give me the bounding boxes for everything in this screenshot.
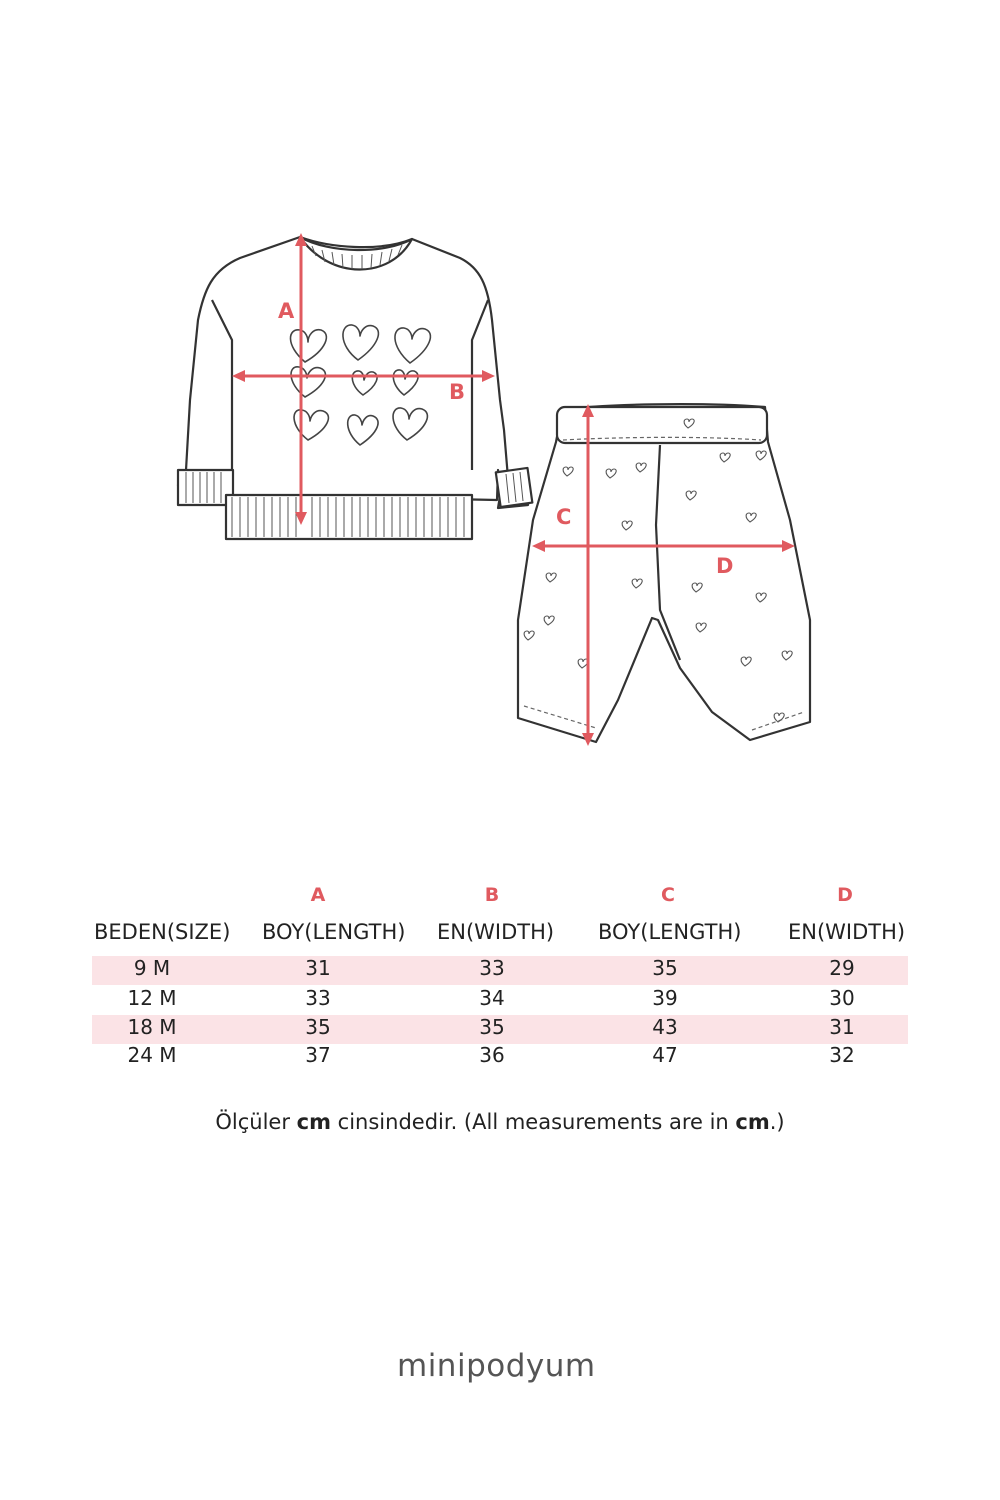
cell-a: 31 bbox=[305, 956, 331, 980]
cell-b: 33 bbox=[479, 956, 505, 980]
cell-c: 47 bbox=[652, 1043, 678, 1067]
label-a: A bbox=[278, 299, 295, 323]
cell-c: 43 bbox=[652, 1015, 678, 1039]
table-row bbox=[92, 1043, 908, 1072]
column-letter-a: A bbox=[310, 884, 326, 906]
cell-d: 31 bbox=[829, 1015, 855, 1039]
cell-size: 18 M bbox=[127, 1015, 177, 1039]
note-unit: cm bbox=[735, 1110, 770, 1134]
table-row bbox=[92, 1015, 908, 1044]
cell-a: 33 bbox=[305, 986, 331, 1010]
cell-size: 24 M bbox=[127, 1043, 177, 1067]
header-d-width: EN(WIDTH) bbox=[788, 920, 906, 944]
size-chart-table bbox=[0, 870, 1000, 1080]
header-size: BEDEN(SIZE) bbox=[94, 920, 231, 944]
cell-b: 34 bbox=[479, 986, 505, 1010]
cell-d: 30 bbox=[829, 986, 855, 1010]
table-row bbox=[92, 986, 908, 1015]
label-c: C bbox=[556, 505, 572, 529]
pants-illustration bbox=[518, 404, 810, 742]
cell-d: 29 bbox=[829, 956, 855, 980]
brand-logo bbox=[385, 1340, 617, 1396]
measurement-note bbox=[0, 1110, 1000, 1134]
column-letter-d: D bbox=[837, 884, 853, 906]
label-d: D bbox=[716, 554, 734, 578]
cell-size: 9 M bbox=[133, 956, 171, 980]
note-prefix: Ölçüler bbox=[215, 1110, 297, 1134]
column-letter-c: C bbox=[661, 884, 675, 906]
label-b: B bbox=[449, 380, 466, 404]
column-letter-b: B bbox=[484, 884, 500, 906]
header-b-width: EN(WIDTH) bbox=[437, 920, 555, 944]
cell-b: 36 bbox=[479, 1043, 505, 1067]
header-c-length: BOY(LENGTH) bbox=[598, 920, 742, 944]
cell-b: 35 bbox=[479, 1015, 505, 1039]
sweatshirt-illustration bbox=[178, 237, 532, 539]
note-unit: cm bbox=[296, 1110, 331, 1134]
note-suffix: .) bbox=[769, 1110, 785, 1134]
cell-c: 35 bbox=[652, 956, 678, 980]
cell-a: 37 bbox=[305, 1043, 331, 1067]
brand-logo-text: minipodyum bbox=[397, 1348, 596, 1384]
cell-d: 32 bbox=[829, 1043, 855, 1067]
table-row bbox=[92, 956, 908, 985]
header-a-length: BOY(LENGTH) bbox=[262, 920, 406, 944]
note-middle: cinsindedir. (All measurements are in bbox=[331, 1110, 736, 1134]
cell-c: 39 bbox=[652, 986, 678, 1010]
cell-size: 12 M bbox=[127, 986, 177, 1010]
cell-a: 35 bbox=[305, 1015, 331, 1039]
